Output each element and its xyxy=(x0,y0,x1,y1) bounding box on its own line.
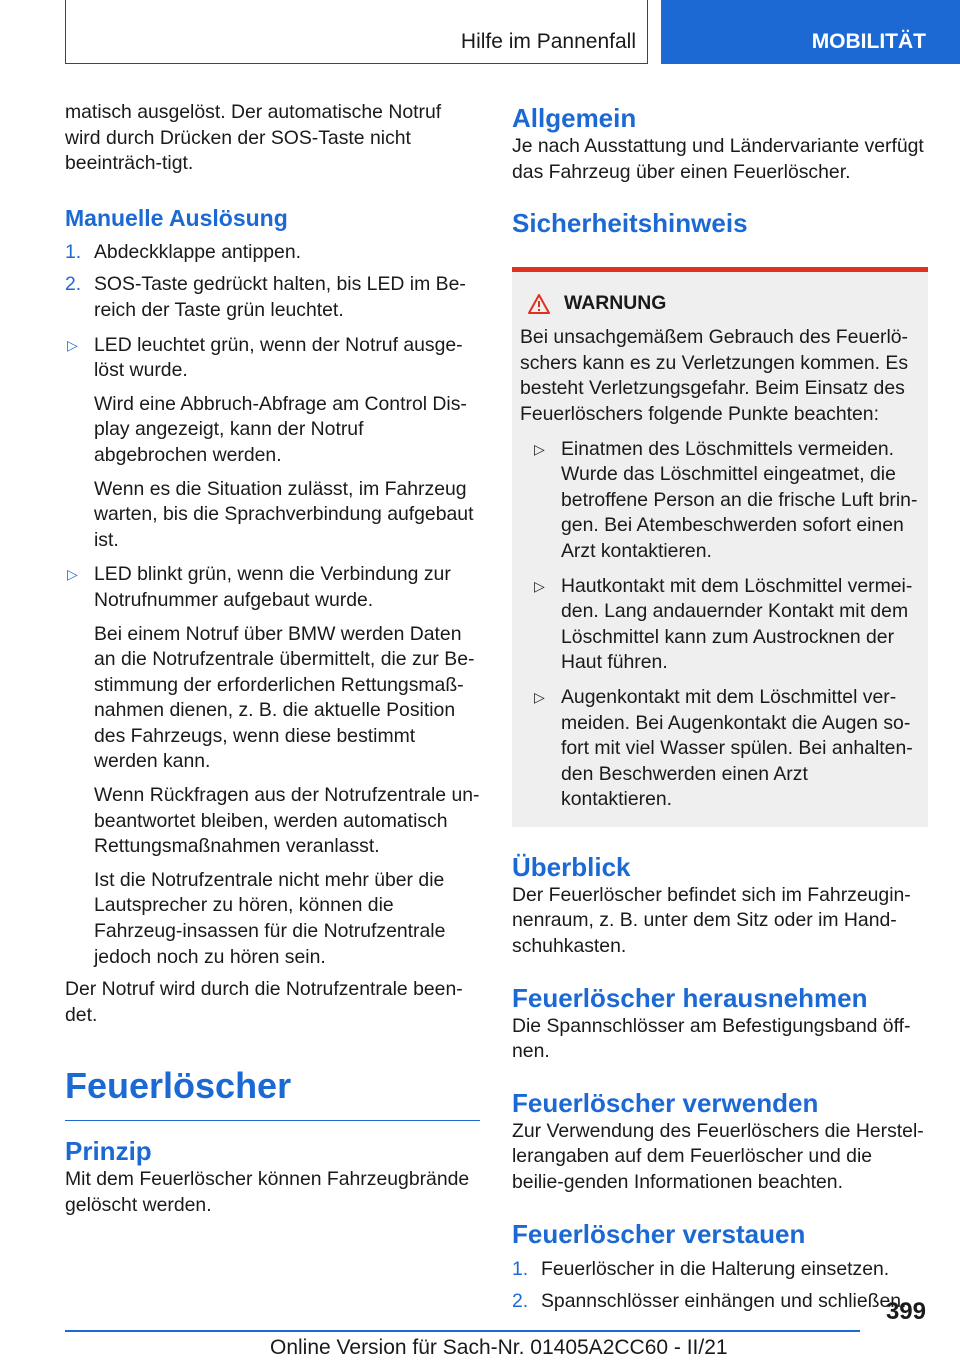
step-number: 2. xyxy=(65,273,82,296)
page-number: 399 xyxy=(885,1298,926,1325)
bullet-paragraph: Bei einem Notruf über BMW werden Daten an die Notrufzentrale übermittelt, die zur Be-stimmung der erforderlichen Rettungsmaß-nahmen dienen, z. B. die aktuelle Position des Fahrzeugs, wenn diese bestimmt werden kann. xyxy=(94,622,475,773)
manual-trigger-heading: Manuelle Auslösung xyxy=(65,204,288,231)
list-item xyxy=(532,685,920,813)
overview-heading: Überblick xyxy=(512,851,631,882)
list-item xyxy=(532,437,920,565)
result-bullets xyxy=(65,333,480,971)
general-text: Je nach Ausstattung und Ländervariante verfügt das Fahrzeug über einen Feuerlöscher. xyxy=(512,135,924,183)
footer-divider xyxy=(65,1330,860,1332)
list-item xyxy=(65,240,480,266)
warning-item-text: Hautkontakt mit dem Löschmittel vermei-den. Lang andauernder Kontakt mit dem Löschmittel kann zum Austrocknen der Haut führen. xyxy=(561,574,913,674)
triangle-bullet-icon: ▷ xyxy=(534,688,545,705)
step-text: Abdeckklappe antippen. xyxy=(94,240,301,263)
list-item xyxy=(512,1257,928,1283)
warning-header xyxy=(528,292,920,315)
warning-text: Bei unsachgemäßem Gebrauch des Feuerlö-schers kann es zu Verletzungen kommen. Es besteht Verletzungsgefahr. Beim Einsatz des Feuerlöschers folgende Punkte beachten: xyxy=(520,326,909,425)
closing-paragraph: Der Notruf wird durch die Notrufzentrale been-det. xyxy=(65,978,463,1026)
right-column xyxy=(512,100,928,1315)
triangle-bullet-icon: ▷ xyxy=(67,566,78,583)
stow-heading: Feuerlöscher verstauen xyxy=(512,1218,806,1249)
bullet-paragraph: LED leuchtet grün, wenn der Notruf ausge-löst wurde. xyxy=(94,333,463,382)
overview-text: Der Feuerlöscher befindet sich im Fahrzeugin-nenraum, z. B. unter dem Sitz oder im Hand-schuhkasten. xyxy=(512,883,911,958)
triangle-bullet-icon: ▷ xyxy=(534,577,545,594)
triangle-bullet-icon: ▷ xyxy=(67,336,78,353)
bullet-paragraph: LED blinkt grün, wenn die Verbindung zur Notrufnummer aufgebaut wurde. xyxy=(94,563,451,611)
bullet-paragraph: Ist die Notrufzentrale nicht mehr über die Lautsprecher zu hören, können die Fahrzeug-insassen für die Notrufzentrale jedoch noch zu hören sein. xyxy=(94,868,446,968)
intro-paragraph: matisch ausgelöst. Der automatische Notruf wird durch Drücken der SOS-Taste nicht beeinträch-tigt. xyxy=(65,101,442,175)
header-chapter-tab: MOBILITÄT xyxy=(661,0,960,64)
principle-text: Mit dem Feuerlöscher können Fahrzeugbrände gelöscht werden. xyxy=(65,1168,470,1216)
stow-steps-list xyxy=(512,1257,928,1315)
warning-label: WARNUNG xyxy=(564,292,667,315)
warning-item-text: Augenkontakt mit dem Löschmittel ver-meiden. Bei Augenkontakt die Augen so-fort mit viel Wasser spülen. Bei anhalten-den Beschwerden einen Arzt kontaktieren. xyxy=(561,685,913,811)
step-text: Spannschlösser einhängen und schließen. xyxy=(541,1290,907,1313)
bullet-paragraph: Wird eine Abbruch-Abfrage am Control Dis-play angezeigt, kann der Notruf abgebrochen werden. xyxy=(94,392,467,466)
safety-heading: Sicherheitshinweis xyxy=(512,208,748,239)
use-text: Zur Verwendung des Feuerlöschers die Herstel-lerangaben auf dem Feuerlöscher und die beilie-genden Informationen beachten. xyxy=(512,1119,924,1194)
step-text: Feuerlöscher in die Halterung einsetzen. xyxy=(541,1257,890,1280)
warning-list xyxy=(532,437,920,813)
triangle-bullet-icon: ▷ xyxy=(534,440,545,457)
step-number: 1. xyxy=(512,1257,529,1280)
general-heading: Allgemein xyxy=(512,103,637,133)
step-number: 2. xyxy=(512,1290,529,1313)
manual-steps-list xyxy=(65,240,480,324)
step-text: SOS-Taste gedrückt halten, bis LED im Be-reich der Taste grün leuchtet. xyxy=(94,273,466,321)
bullet-paragraph: Wenn es die Situation zulässt, im Fahrzeug warten, bis die Sprachverbindung aufgebaut ist. xyxy=(94,477,474,551)
remove-text: Die Spannschlösser am Befestigungsband öff-nen. xyxy=(512,1014,911,1063)
step-number: 1. xyxy=(65,240,82,263)
list-item xyxy=(65,272,480,323)
list-item xyxy=(532,574,920,676)
remove-heading: Feuerlöscher herausnehmen xyxy=(512,982,868,1013)
header-section-title: Hilfe im Pannenfall xyxy=(460,30,636,53)
list-item xyxy=(512,1289,928,1315)
warning-item-text: Einatmen des Löschmittels vermeiden. Wurde das Löschmittel eingeatmet, die betroffene Person an die frische Luft brin-gen. Bei Atembeschwerden sofort einen Arzt kontaktieren. xyxy=(561,437,918,562)
principle-heading: Prinzip xyxy=(65,1136,152,1167)
bullet-paragraph: Wenn Rückfragen aus der Notrufzentrale un-beantwortet bleiben, werden automatisch Rettungsmaßnahmen veranlasst. xyxy=(94,784,480,858)
left-column xyxy=(65,100,480,1219)
footer-version-text: Online Version für Sach-Nr. 01405A2CC60 - II/21 xyxy=(270,1336,728,1359)
warning-triangle-icon xyxy=(528,294,550,314)
warning-box xyxy=(512,267,928,827)
list-item xyxy=(65,333,480,554)
chapter-title: Feuerlöscher xyxy=(65,1064,480,1121)
use-heading: Feuerlöscher verwenden xyxy=(512,1087,819,1118)
list-item xyxy=(65,562,480,970)
